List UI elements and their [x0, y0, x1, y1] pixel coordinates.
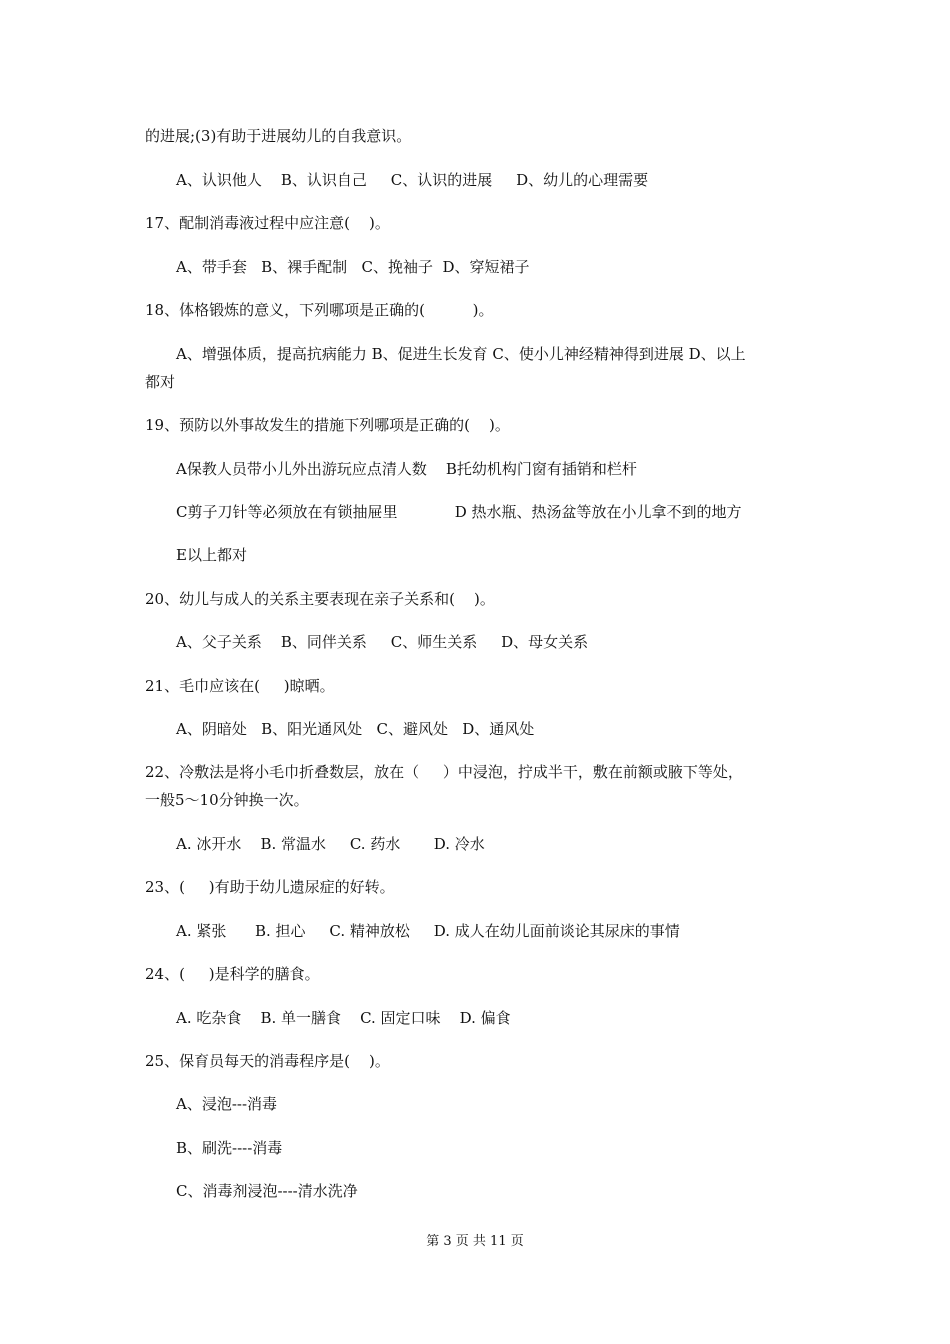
question-line: 17、配制消毒液过程中应注意( )。 — [145, 214, 390, 232]
option-line: A、阴暗处 B、阳光通风处 C、避风处 D、通风处 — [176, 720, 535, 738]
option-line: E以上都对 — [176, 546, 247, 564]
question-line: 24、( )是科学的膳食。 — [145, 965, 320, 983]
option-line: A、父子关系 B、同伴关系 C、师生关系 D、母女关系 — [176, 633, 589, 651]
text-line: 一般5～10分钟换一次。 — [145, 791, 309, 809]
question-line: 25、保育员每天的消毒程序是( )。 — [145, 1052, 390, 1070]
question-line: 18、体格锻炼的意义，下列哪项是正确的( )。 — [145, 301, 494, 319]
text-line: 的进展;(3)有助于进展幼儿的自我意识。 — [145, 127, 412, 145]
option-line: A. 冰开水 B. 常温水 C. 药水 D. 冷水 — [176, 835, 485, 853]
option-line: C、消毒剂浸泡----清水洗净 — [176, 1182, 358, 1200]
option-line: A、浸泡---消毒 — [176, 1095, 278, 1113]
option-line: A、认识他人 B、认识自己 C、认识的进展 D、幼儿的心理需要 — [176, 171, 649, 189]
option-line: A. 吃杂食 B. 单一膳食 C. 固定口味 D. 偏食 — [176, 1009, 511, 1027]
question-line: 23、( )有助于幼儿遗尿症的好转。 — [145, 878, 395, 896]
option-line: A、带手套 B、裸手配制 C、挽袖子 D、穿短裙子 — [176, 258, 530, 276]
text-line: 都对 — [145, 373, 176, 391]
option-line: A. 紧张 B. 担心 C. 精神放松 D. 成人在幼儿面前谈论其尿床的事情 — [176, 922, 680, 940]
option-line: A、增强体质，提高抗病能力 B、促进生长发育 C、使小儿神经精神得到进展 D、以上 — [176, 345, 746, 363]
question-line: 21、毛巾应该在( )晾晒。 — [145, 677, 335, 695]
question-line: 20、幼儿与成人的关系主要表现在亲子关系和( )。 — [145, 590, 495, 608]
option-line: B、刷洗----消毒 — [176, 1139, 283, 1157]
question-line: 19、预防以外事故发生的措施下列哪项是正确的( )。 — [145, 416, 510, 434]
page-footer: 第 3 页 共 11 页 — [426, 1234, 524, 1249]
option-line: C剪子刀针等必须放在有锁抽屉里 D 热水瓶、热汤盆等放在小儿拿不到的地方 — [176, 503, 742, 521]
question-line: 22、冷敷法是将小毛巾折叠数层，放在（ ）中浸泡，拧成半干，敷在前额或腋下等处， — [145, 763, 743, 781]
option-line: A保教人员带小儿外出游玩应点清人数 B托幼机构门窗有插销和栏杆 — [176, 460, 637, 478]
